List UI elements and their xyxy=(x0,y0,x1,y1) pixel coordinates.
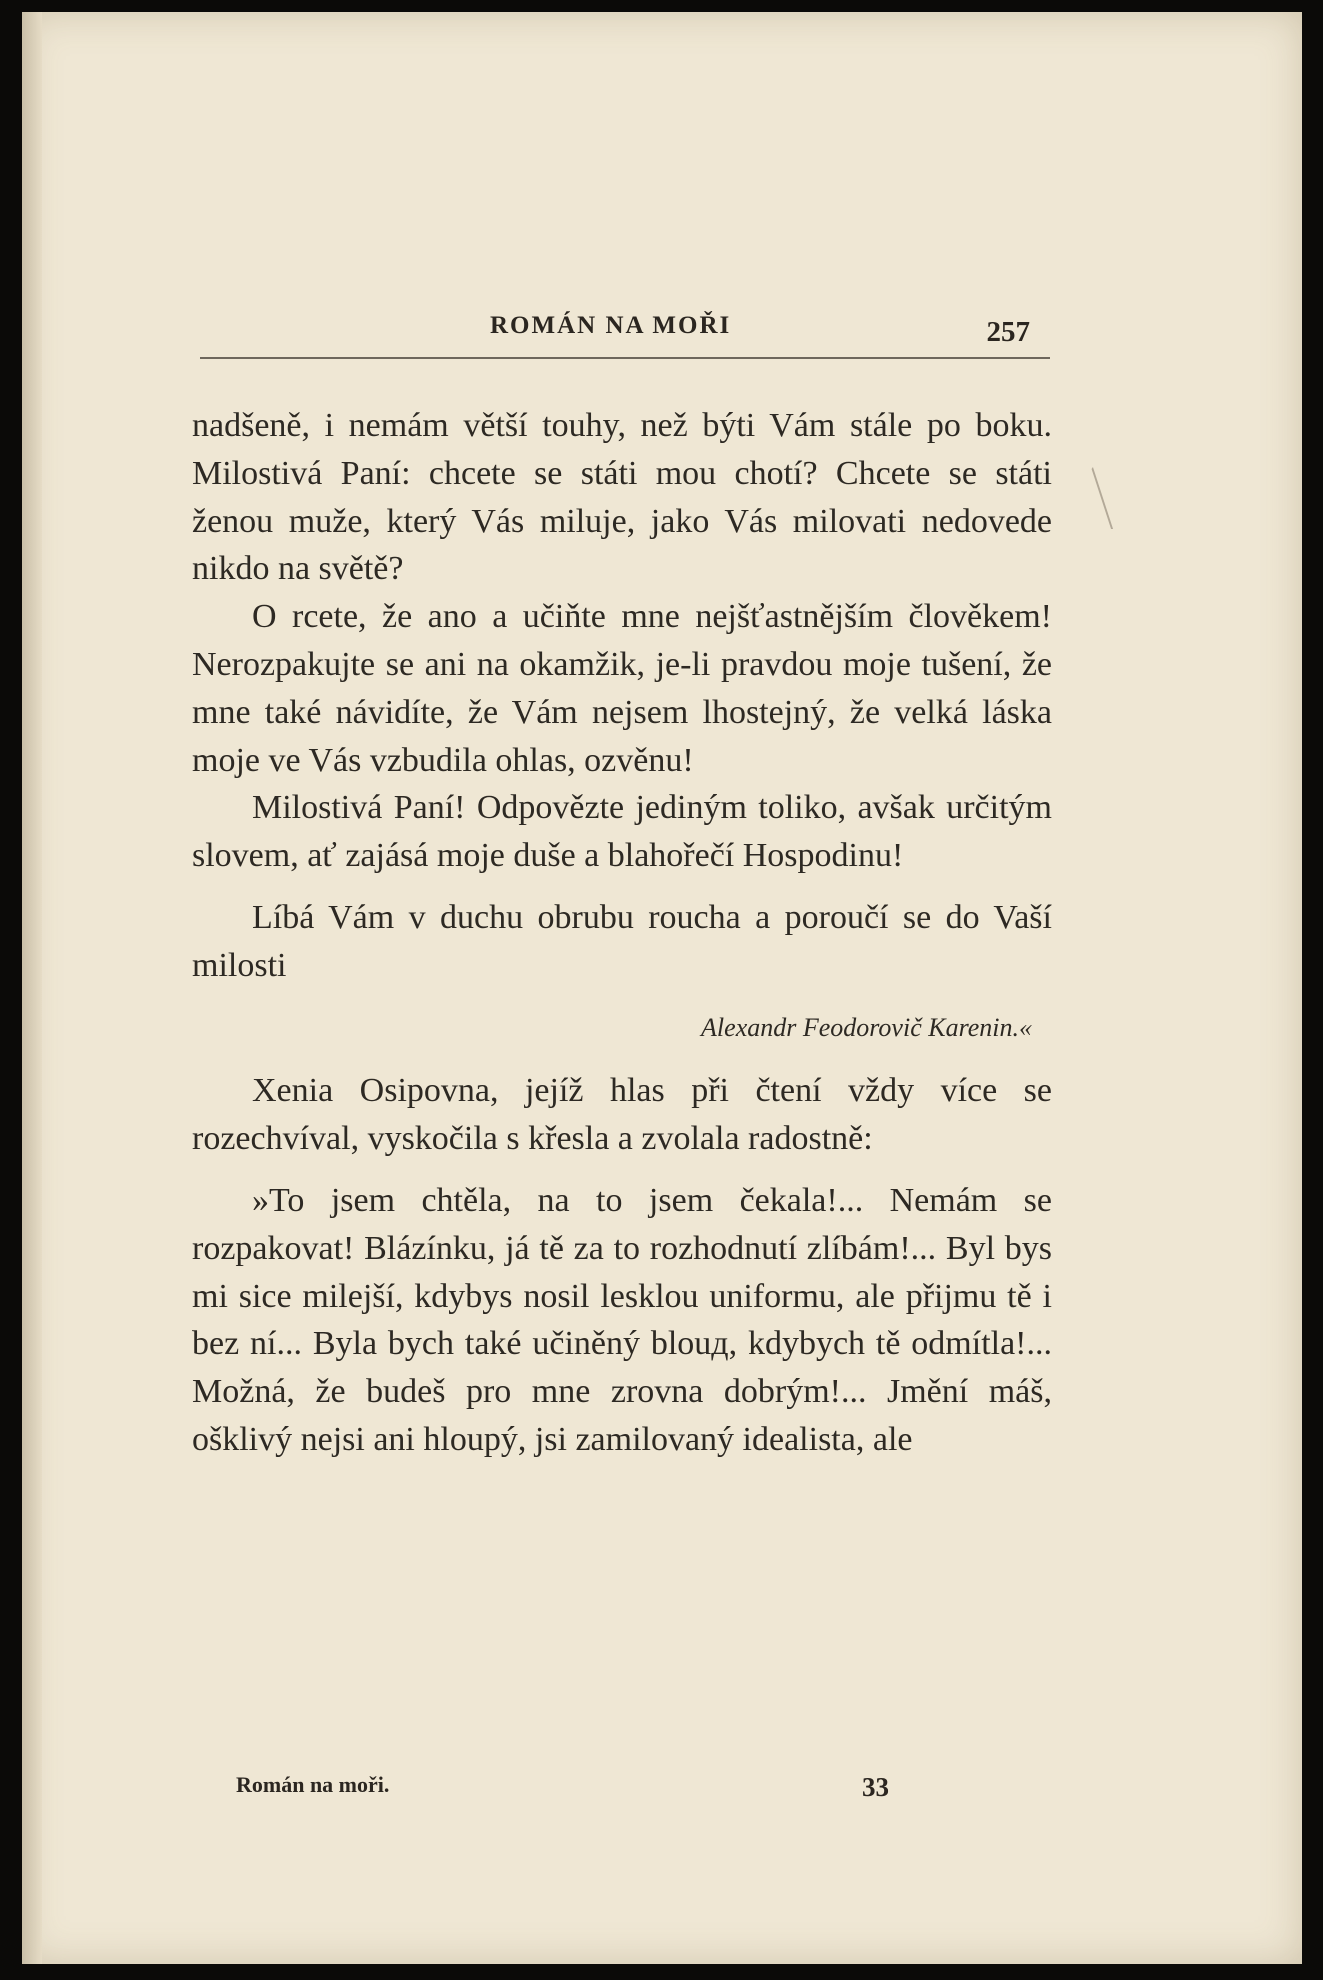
margin-mark xyxy=(1067,467,1113,529)
body-text xyxy=(192,402,1052,1464)
sheet-number: 33 xyxy=(862,1772,889,1802)
paragraph: Líbá Vám v duchu obrubu roucha a poroučí se do Vaší milosti xyxy=(192,898,1052,984)
paragraph: Milostivá Paní! Odpovězte jediným toliko, avšak určitým slovem, ať zajásá moje duše a blahořečí Hospodinu! xyxy=(192,789,1052,875)
signature-mark: Román na moři. xyxy=(236,1772,390,1797)
page-number: 257 xyxy=(986,316,1030,348)
paragraph: O rcete, že ano a učiňte mne nejšťastnějším člověkem! Nerozpakujte se ani na okamžik, je-li pravdou moje tušení, že mne také návidíte, že Vám nejsem lhostejný, že velká láska moje ve Vás vzbudila ohlas, ozvěnu! xyxy=(192,598,1052,779)
page-header xyxy=(200,312,1050,359)
page-left-edge xyxy=(22,12,42,1964)
paragraph: »To jsem chtěla, na to jsem čekala!... Nemám se rozpakovat! Blázínku, já tě za to rozhodnutí zlíbám!... Byl bys mi sice milejší, kdybys nosil lesklou uniformu, ale přijmu tě i bez ní... Byla bych také učiněný blouд, kdybych tě odmítla!... Možná, že budeš pro mne zrovna dobrým!... Jmění máš, ošklivý nejsi ani hloupý, jsi zamilovaný idealista, ale xyxy=(192,1181,1052,1458)
letter-signature: Alexandr Feodorovič Karenin.« xyxy=(701,1012,1032,1042)
paragraph: Xenia Osipovna, jejíž hlas při čtení vždy více se rozechvíval, vyskočila s křesla a zvolala radostně: xyxy=(192,1072,1052,1158)
paragraph: nadšeně, i nemám větší touhy, než býti Vám stále po boku. Milostivá Paní: chcete se státi mou chotí? Chcete se státi ženou muže, který Vás miluje, jako Vás milovati nedovede nikdo na světě? xyxy=(192,407,1052,588)
running-title: ROMÁN NA MOŘI xyxy=(490,312,732,339)
book-page xyxy=(22,12,1302,1964)
